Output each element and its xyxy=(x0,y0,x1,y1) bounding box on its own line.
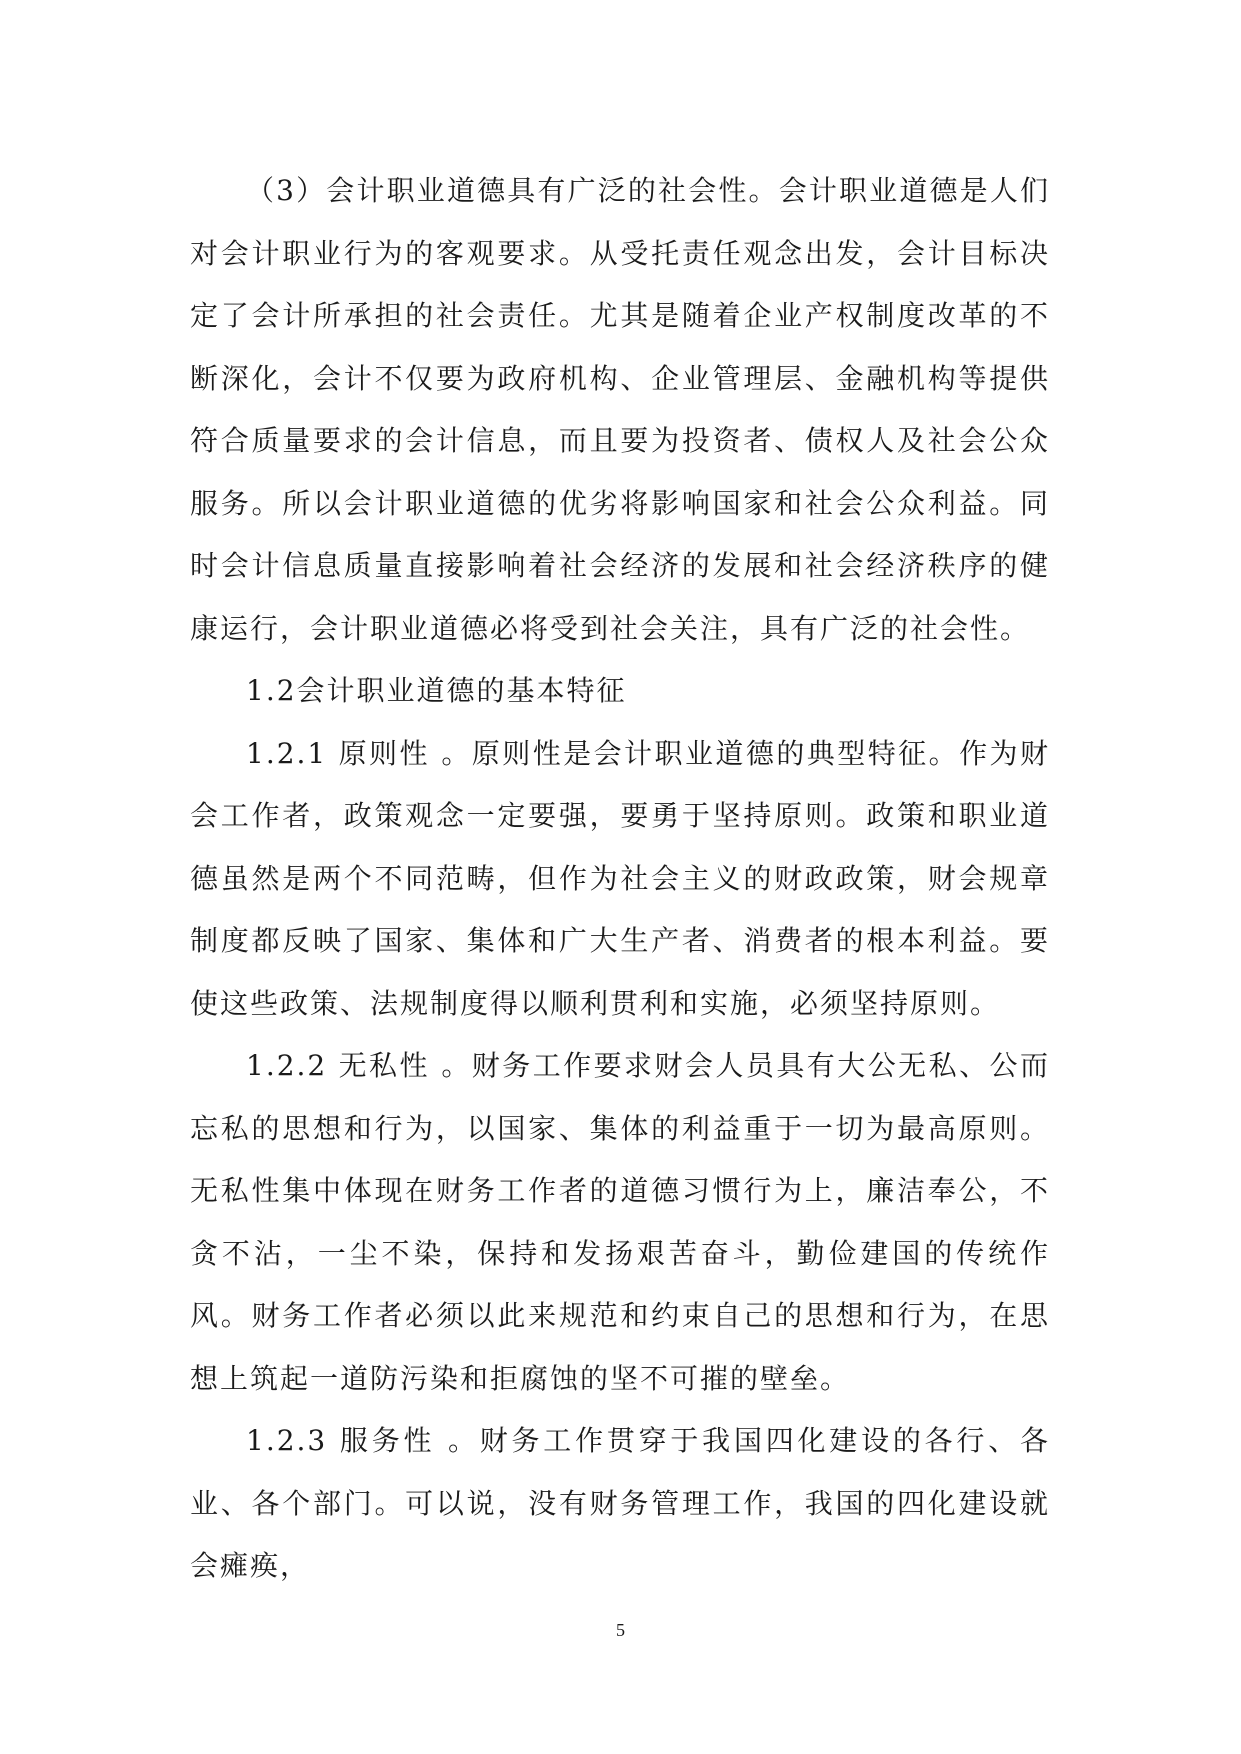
section-heading-basic-features: 1.2会计职业道德的基本特征 xyxy=(246,674,627,707)
paragraph-service: 1.2.3 服务性 。财务工作贯穿于我国四化建设的各行、各业、各个部门。可以说，没有财务管理工作，我国的四化建设就会瘫痪， xyxy=(190,1424,1050,1582)
paragraph-principle: 1.2.1 原则性 。原则性是会计职业道德的典型特征。作为财会工作者，政策观念一定要强，要勇于坚持原则。政策和职业道德虽然是两个不同范畴，但作为社会主义的财政政策，财会规章制度都反映了国家、集体和广大生产者、消费者的根本利益。要使这些政策、法规制度得以顺利贯利和实施，必须坚持原则。 xyxy=(190,736,1050,1020)
paragraph-social-nature: （3）会计职业道德具有广泛的社会性。会计职业道德是人们对会计职业行为的客观要求。从受托责任观念出发，会计目标决定了会计所承担的社会责任。尤其是随着企业产权制度改革的不断深化，会计不仅要为政府机构、企业管理层、金融机构等提供符合质量要求的会计信息，而且要为投资者、债权人及社会公众服务。所以会计职业道德的优劣将影响国家和社会公众利益。同时会计信息质量直接影响着社会经济的发展和社会经济秩序的健康运行，会计职业道德必将受到社会关注，具有广泛的社会性。 xyxy=(190,174,1050,645)
paragraph-selflessness: 1.2.2 无私性 。财务工作要求财会人员具有大公无私、公而忘私的思想和行为，以国家、集体的利益重于一切为最高原则。无私性集中体现在财务工作者的道德习惯行为上，廉洁奉公，不贪不沾，一尘不染，保持和发扬艰苦奋斗，勤俭建国的传统作风。财务工作者必须以此来规范和约束自己的思想和行为，在思想上筑起一道防污染和拒腐蚀的坚不可摧的壁垒。 xyxy=(190,1049,1050,1395)
page-number: 5 xyxy=(616,1620,625,1640)
document-body xyxy=(190,160,1050,1598)
